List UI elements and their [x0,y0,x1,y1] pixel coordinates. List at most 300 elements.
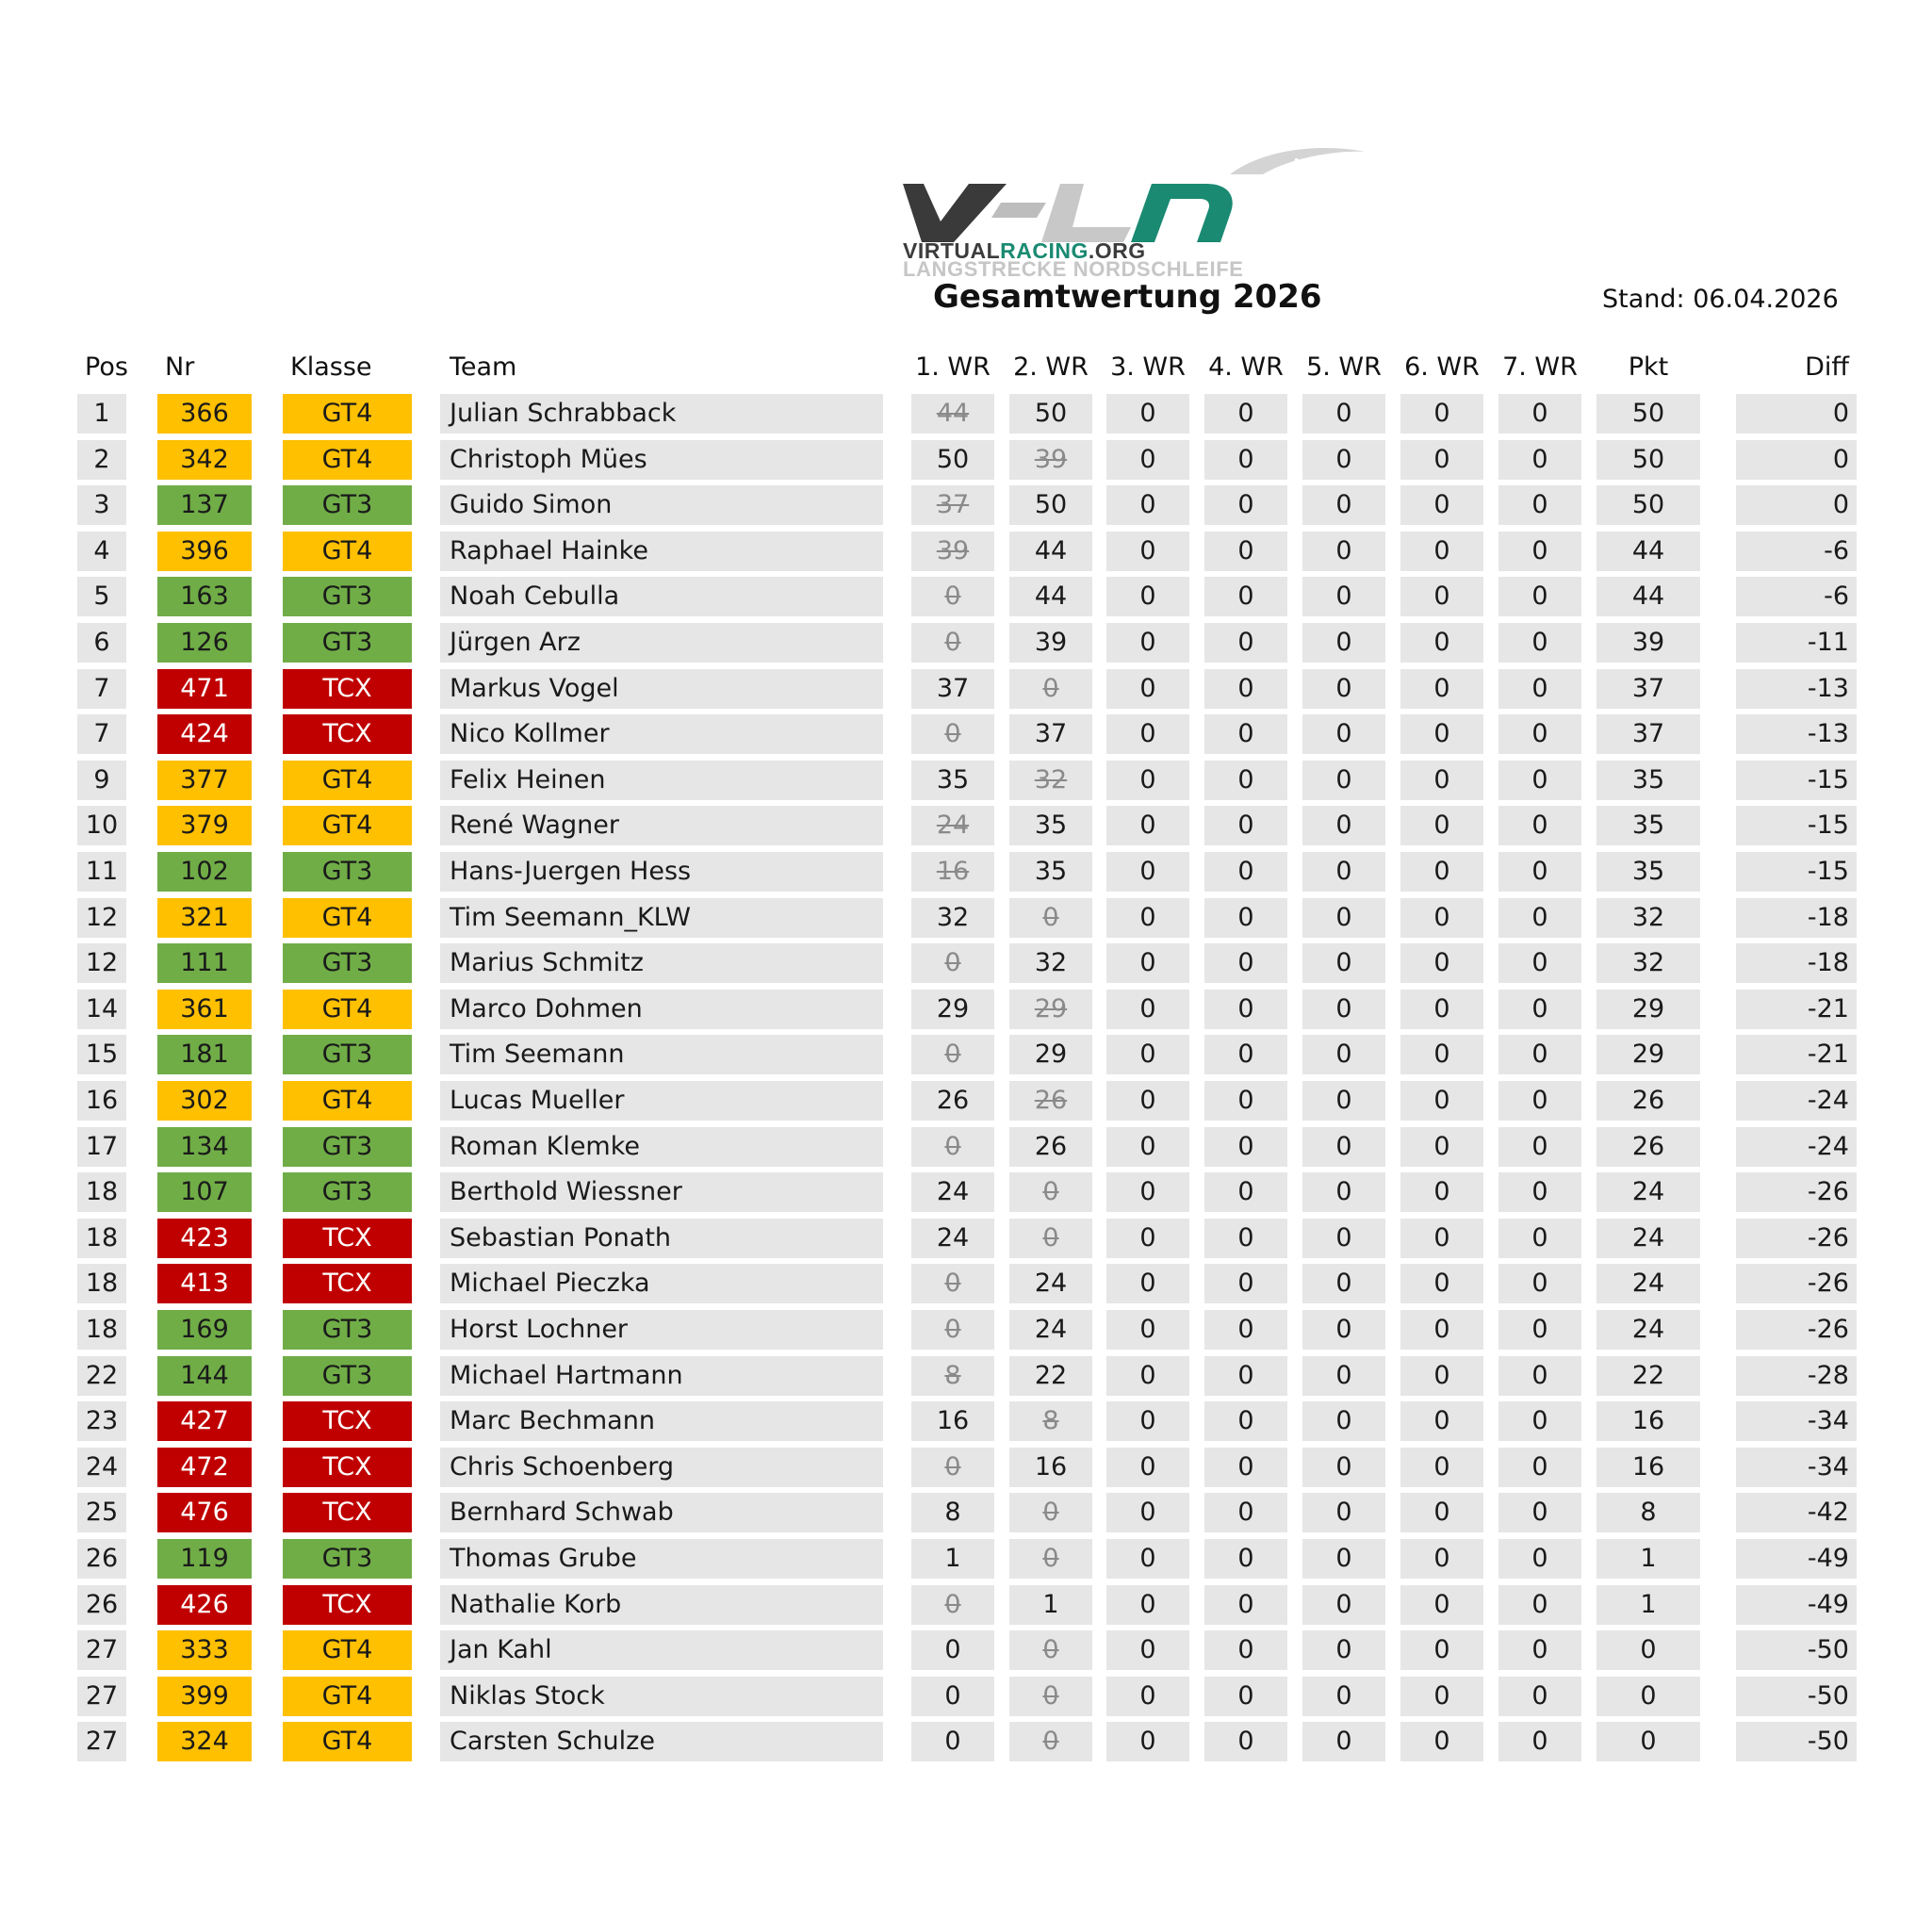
wr7-cell-value: 0 [1531,1269,1548,1298]
wr4-cell-value: 0 [1237,399,1254,428]
wr7-cell-value: 0 [1531,1452,1548,1482]
wr2-cell-value: 0 [1042,674,1059,703]
wr6-cell-value: 0 [1433,765,1450,794]
points-cell-value: 1 [1640,1544,1657,1573]
car-number-cell [157,623,252,663]
car-number-cell-value: 137 [180,490,229,519]
wr6-cell-value: 0 [1433,1635,1450,1664]
wr7-cell [1498,1035,1581,1074]
pos-cell-value: 23 [85,1406,119,1435]
team-name-cell-value: Marco Dohmen [450,994,643,1023]
wr6-cell [1400,1677,1483,1716]
diff-cell-value: -50 [1807,1635,1849,1664]
wr6-cell [1400,1448,1483,1487]
wr6-cell-value: 0 [1433,1452,1450,1482]
wr1-cell-value: 24 [936,810,970,840]
pos-cell [77,623,126,663]
wr1-cell [911,1172,994,1212]
wr1-cell [911,898,994,938]
car-number-cell-value: 107 [180,1177,229,1206]
points-cell-value: 37 [1631,674,1665,703]
acc-badge: ACC [1291,156,1324,172]
wr4-cell-value: 0 [1237,903,1254,932]
wr6-cell [1400,1081,1483,1121]
wr6-cell-value: 0 [1433,581,1450,611]
team-name-cell [440,1172,883,1212]
wr6-cell-value: 0 [1433,1315,1450,1344]
car-number-cell-value: 366 [180,399,229,428]
pos-cell-value: 6 [93,628,110,657]
wr4-cell [1204,1401,1287,1441]
wr4-cell-value: 0 [1237,1269,1254,1298]
points-cell [1596,1539,1700,1579]
diff-cell [1736,1585,1857,1625]
pos-cell-value: 11 [85,857,119,886]
wr1-cell-value: 0 [944,719,961,748]
team-name-cell-value: Hans-Juergen Hess [450,857,692,886]
wr5-cell [1302,1539,1385,1579]
wr7-cell [1498,1677,1581,1716]
wr5-cell [1302,1448,1385,1487]
header-nr: Nr [165,352,195,382]
wr4-cell-value: 0 [1237,628,1254,657]
wr2-cell [1009,1172,1092,1212]
wr5-cell [1302,1127,1385,1167]
wr4-cell-value: 0 [1237,1315,1254,1344]
wr7-cell [1498,1539,1581,1579]
class-badge [283,1722,412,1761]
wr7-cell [1498,1448,1581,1487]
team-name-cell [440,1585,883,1625]
wr6-cell [1400,1493,1483,1532]
wr6-cell [1400,1401,1483,1441]
car-number-cell [157,1539,252,1579]
diff-cell-value: -15 [1807,810,1849,840]
wr3-cell [1106,1310,1189,1350]
wr2-cell [1009,714,1092,754]
car-number-cell-value: 396 [180,536,229,565]
car-number-cell [157,1401,252,1441]
wr3-cell-value: 0 [1139,1269,1156,1298]
wr5-cell [1302,532,1385,571]
wr7-cell-value: 0 [1531,490,1548,519]
wr2-cell-value: 22 [1034,1361,1068,1390]
page-title: Gesamtwertung 2026 [933,278,1322,316]
wr3-cell [1106,852,1189,892]
points-cell-value: 44 [1631,536,1665,565]
car-number-cell [157,990,252,1029]
team-name-cell-value: Jürgen Arz [450,628,581,657]
wr1-cell-value: 26 [936,1086,970,1115]
diff-cell [1736,1127,1857,1167]
diff-cell [1736,577,1857,616]
class-badge-value: GT4 [321,1635,373,1664]
wr4-cell-value: 0 [1237,1086,1254,1115]
diff-cell [1736,1493,1857,1532]
car-number-cell [157,1127,252,1167]
wr7-cell-value: 0 [1531,1635,1548,1664]
wr6-cell [1400,898,1483,938]
stand-date: Stand: 06.04.2026 [1602,285,1839,314]
wr5-cell-value: 0 [1335,581,1352,611]
table-row [0,806,1932,847]
wr2-cell [1009,943,1092,983]
car-number-cell-value: 181 [180,1040,229,1069]
car-number-cell [157,1677,252,1716]
team-name-cell-value: Berthold Wiessner [450,1177,682,1206]
pos-cell-value: 27 [85,1635,119,1664]
wr1-cell-value: 39 [936,536,970,565]
wr1-cell-value: 50 [936,445,970,474]
wr5-cell-value: 0 [1335,857,1352,886]
wr2-cell [1009,1035,1092,1074]
wr3-cell-value: 0 [1139,1361,1156,1390]
wr4-cell-value: 0 [1237,1452,1254,1482]
team-name-cell-value: Horst Lochner [450,1315,629,1344]
wr2-cell-value: 8 [1042,1406,1059,1435]
pos-cell [77,1493,126,1532]
wr3-cell [1106,1630,1189,1670]
points-cell [1596,1127,1700,1167]
team-name-cell-value: Julian Schrabback [450,399,677,428]
points-cell-value: 24 [1631,1223,1665,1253]
class-badge-value: TCX [322,1590,372,1619]
wr2-cell-value: 0 [1042,1681,1059,1711]
wr3-cell-value: 0 [1139,1590,1156,1619]
header-wr5: 5. WR [1306,352,1382,382]
table-row [0,1035,1932,1076]
wr2-cell [1009,1310,1092,1350]
wr6-cell [1400,1722,1483,1761]
wr6-cell [1400,714,1483,754]
table-row [0,1310,1932,1351]
table-row [0,1127,1932,1169]
wr2-cell [1009,669,1092,709]
wr6-cell-value: 0 [1433,1132,1450,1161]
wr7-cell [1498,532,1581,571]
wr2-cell [1009,990,1092,1029]
pos-cell-value: 14 [85,994,119,1023]
wr3-cell-value: 0 [1139,1086,1156,1115]
pos-cell [77,1401,126,1441]
wr6-cell [1400,1172,1483,1212]
class-badge [283,1493,412,1532]
team-name-cell [440,1722,883,1761]
wr5-cell [1302,1356,1385,1396]
wr3-cell-value: 0 [1139,536,1156,565]
wr6-cell [1400,1035,1483,1074]
points-cell-value: 24 [1631,1177,1665,1206]
wr7-cell-value: 0 [1531,1727,1548,1756]
wr2-cell-value: 37 [1034,719,1068,748]
wr4-cell-value: 0 [1237,1406,1254,1435]
wr7-cell [1498,669,1581,709]
wr1-cell [911,943,994,983]
wr6-cell [1400,1630,1483,1670]
wr3-cell [1106,532,1189,571]
class-badge [283,1448,412,1487]
wr1-cell-value: 37 [936,674,970,703]
points-cell [1596,1081,1700,1121]
header-wr4: 4. WR [1208,352,1284,382]
diff-cell-value: -13 [1807,674,1849,703]
car-number-cell [157,898,252,938]
wr7-cell-value: 0 [1531,948,1548,977]
pos-cell-value: 18 [85,1177,119,1206]
pos-cell-value: 27 [85,1681,119,1711]
team-name-cell-value: Markus Vogel [450,674,619,703]
wr1-cell-value: 29 [936,994,970,1023]
wr4-cell [1204,990,1287,1029]
class-badge-value: GT3 [321,1361,373,1390]
points-cell [1596,1722,1700,1761]
points-cell-value: 22 [1631,1361,1665,1390]
wr7-cell-value: 0 [1531,810,1548,840]
wr1-cell-value: 8 [944,1498,961,1527]
car-number-cell [157,485,252,525]
wr7-cell [1498,1493,1581,1532]
diff-cell-value: -26 [1807,1223,1849,1253]
wr2-cell [1009,1127,1092,1167]
wr3-cell-value: 0 [1139,810,1156,840]
diff-cell-value: -26 [1807,1315,1849,1344]
diff-cell [1736,1722,1857,1761]
wr1-cell [911,1356,994,1396]
diff-cell-value: -50 [1807,1727,1849,1756]
pos-cell-value: 24 [85,1452,119,1482]
points-cell [1596,714,1700,754]
team-name-cell [440,669,883,709]
diff-cell-value: -18 [1807,903,1849,932]
wr4-cell [1204,761,1287,800]
wr3-cell [1106,669,1189,709]
wr3-cell-value: 0 [1139,1681,1156,1711]
wr6-cell-value: 0 [1433,445,1450,474]
points-cell-value: 16 [1631,1452,1665,1482]
team-name-cell-value: Nathalie Korb [450,1590,622,1619]
car-number-cell [157,1264,252,1303]
wr1-cell-value: 0 [944,1132,961,1161]
wr5-cell-value: 0 [1335,1590,1352,1619]
wr4-cell-value: 0 [1237,490,1254,519]
pos-cell-value: 22 [85,1361,119,1390]
pos-cell [77,532,126,571]
car-number-cell [157,1630,252,1670]
wr6-cell [1400,943,1483,983]
wr7-cell [1498,485,1581,525]
points-cell-value: 1 [1640,1590,1657,1619]
pos-cell [77,577,126,616]
wr6-cell [1400,990,1483,1029]
wr7-cell [1498,577,1581,616]
class-badge [283,1630,412,1670]
wr5-cell-value: 0 [1335,1544,1352,1573]
wr5-cell-value: 0 [1335,1086,1352,1115]
pos-cell-value: 15 [85,1040,119,1069]
wr2-cell [1009,485,1092,525]
wr2-cell [1009,1401,1092,1441]
brand-subtitle: LANGSTRECKE NORDSCHLEIFE [903,257,1244,281]
points-cell [1596,898,1700,938]
wr3-cell-value: 0 [1139,1452,1156,1482]
table-row [0,1081,1932,1122]
diff-cell [1736,1677,1857,1716]
points-cell-value: 39 [1631,628,1665,657]
wr1-cell [911,1448,994,1487]
wr3-cell [1106,806,1189,845]
pos-cell-value: 16 [85,1086,119,1115]
class-badge-value: GT3 [321,1177,373,1206]
wr4-cell-value: 0 [1237,1544,1254,1573]
points-cell [1596,1448,1700,1487]
diff-cell [1736,990,1857,1029]
wr7-cell-value: 0 [1531,1681,1548,1711]
car-number-cell-value: 379 [180,810,229,840]
wr3-cell [1106,761,1189,800]
wr3-cell [1106,1081,1189,1121]
wr4-cell [1204,1448,1287,1487]
wr7-cell [1498,1356,1581,1396]
wr5-cell-value: 0 [1335,1315,1352,1344]
header-pkt: Pkt [1628,352,1669,382]
team-name-cell-value: Marc Bechmann [450,1406,655,1435]
wr1-cell [911,1127,994,1167]
wr6-cell-value: 0 [1433,399,1450,428]
wr3-cell [1106,898,1189,938]
wr1-cell [911,806,994,845]
wr2-cell-value: 50 [1034,490,1068,519]
wr7-cell [1498,440,1581,480]
wr6-cell-value: 0 [1433,1406,1450,1435]
wr7-cell-value: 0 [1531,1223,1548,1253]
car-number-cell-value: 144 [180,1361,229,1390]
wr6-cell [1400,532,1483,571]
team-name-cell [440,1219,883,1258]
wr3-cell [1106,1677,1189,1716]
wr4-cell-value: 0 [1237,1361,1254,1390]
table-row [0,440,1932,482]
team-name-cell-value: Raphael Hainke [450,536,648,565]
wr1-cell [911,852,994,892]
wr5-cell-value: 0 [1335,674,1352,703]
team-name-cell-value: Michael Pieczka [450,1269,650,1298]
wr1-cell-value: 8 [944,1361,961,1390]
wr5-cell [1302,1630,1385,1670]
wr7-cell [1498,852,1581,892]
wr1-cell [911,669,994,709]
wr5-cell [1302,1677,1385,1716]
header-wr7: 7. WR [1502,352,1578,382]
pos-cell-value: 5 [93,581,110,611]
wr4-cell [1204,1677,1287,1716]
wr6-cell-value: 0 [1433,490,1450,519]
class-badge [283,1310,412,1350]
wr7-cell [1498,714,1581,754]
pos-cell-value: 25 [85,1498,119,1527]
pos-cell [77,806,126,845]
class-badge [283,1172,412,1212]
header-wr3: 3. WR [1110,352,1186,382]
car-number-cell-value: 427 [180,1406,229,1435]
car-number-cell [157,761,252,800]
wr4-cell [1204,1035,1287,1074]
points-cell [1596,852,1700,892]
class-badge [283,1585,412,1625]
wr2-cell-value: 26 [1034,1086,1068,1115]
diff-cell-value: -49 [1807,1590,1849,1619]
diff-cell [1736,1035,1857,1074]
pos-cell-value: 4 [93,536,110,565]
points-cell-value: 0 [1640,1681,1657,1711]
wr5-cell-value: 0 [1335,445,1352,474]
wr6-cell [1400,1264,1483,1303]
pos-cell-value: 3 [93,490,110,519]
points-cell-value: 29 [1631,994,1665,1023]
wr1-cell-value: 0 [944,1452,961,1482]
class-badge-value: GT4 [321,399,373,428]
wr1-cell-value: 0 [944,1590,961,1619]
pos-cell [77,990,126,1029]
wr3-cell [1106,1172,1189,1212]
diff-cell-value: 0 [1832,445,1849,474]
wr5-cell [1302,1493,1385,1532]
pos-cell [77,1356,126,1396]
wr1-cell [911,1630,994,1670]
wr6-cell-value: 0 [1433,674,1450,703]
diff-cell-value: -49 [1807,1544,1849,1573]
wr1-cell-value: 0 [944,1315,961,1344]
class-badge-value: GT4 [321,445,373,474]
class-badge-value: TCX [322,1223,372,1253]
wr4-cell-value: 0 [1237,1681,1254,1711]
table-row [0,852,1932,893]
wr5-cell [1302,761,1385,800]
pos-cell-value: 12 [85,948,119,977]
points-cell [1596,1219,1700,1258]
wr5-cell-value: 0 [1335,1406,1352,1435]
wr4-cell [1204,532,1287,571]
wr4-cell-value: 0 [1237,445,1254,474]
points-cell-value: 26 [1631,1086,1665,1115]
car-number-cell [157,394,252,434]
wr1-cell [911,1035,994,1074]
car-number-cell [157,1310,252,1350]
wr4-cell-value: 0 [1237,1498,1254,1527]
team-name-cell [440,852,883,892]
diff-cell [1736,898,1857,938]
points-cell-value: 32 [1631,903,1665,932]
class-badge-value: GT3 [321,1132,373,1161]
diff-cell [1736,1219,1857,1258]
wr5-cell-value: 0 [1335,1727,1352,1756]
team-name-cell-value: Niklas Stock [450,1681,605,1711]
wr4-cell [1204,1310,1287,1350]
class-badge-value: TCX [322,1498,372,1527]
car-number-cell [157,532,252,571]
diff-cell-value: 0 [1832,490,1849,519]
table-row [0,1677,1932,1718]
team-name-cell-value: Roman Klemke [450,1132,641,1161]
pos-cell-value: 10 [85,810,119,840]
wr2-cell [1009,532,1092,571]
wr3-cell [1106,714,1189,754]
class-badge [283,852,412,892]
team-name-cell-value: Bernhard Schwab [450,1498,674,1527]
wr5-cell-value: 0 [1335,628,1352,657]
class-badge-value: GT3 [321,1544,373,1573]
pos-cell [77,943,126,983]
pos-cell [77,1630,126,1670]
